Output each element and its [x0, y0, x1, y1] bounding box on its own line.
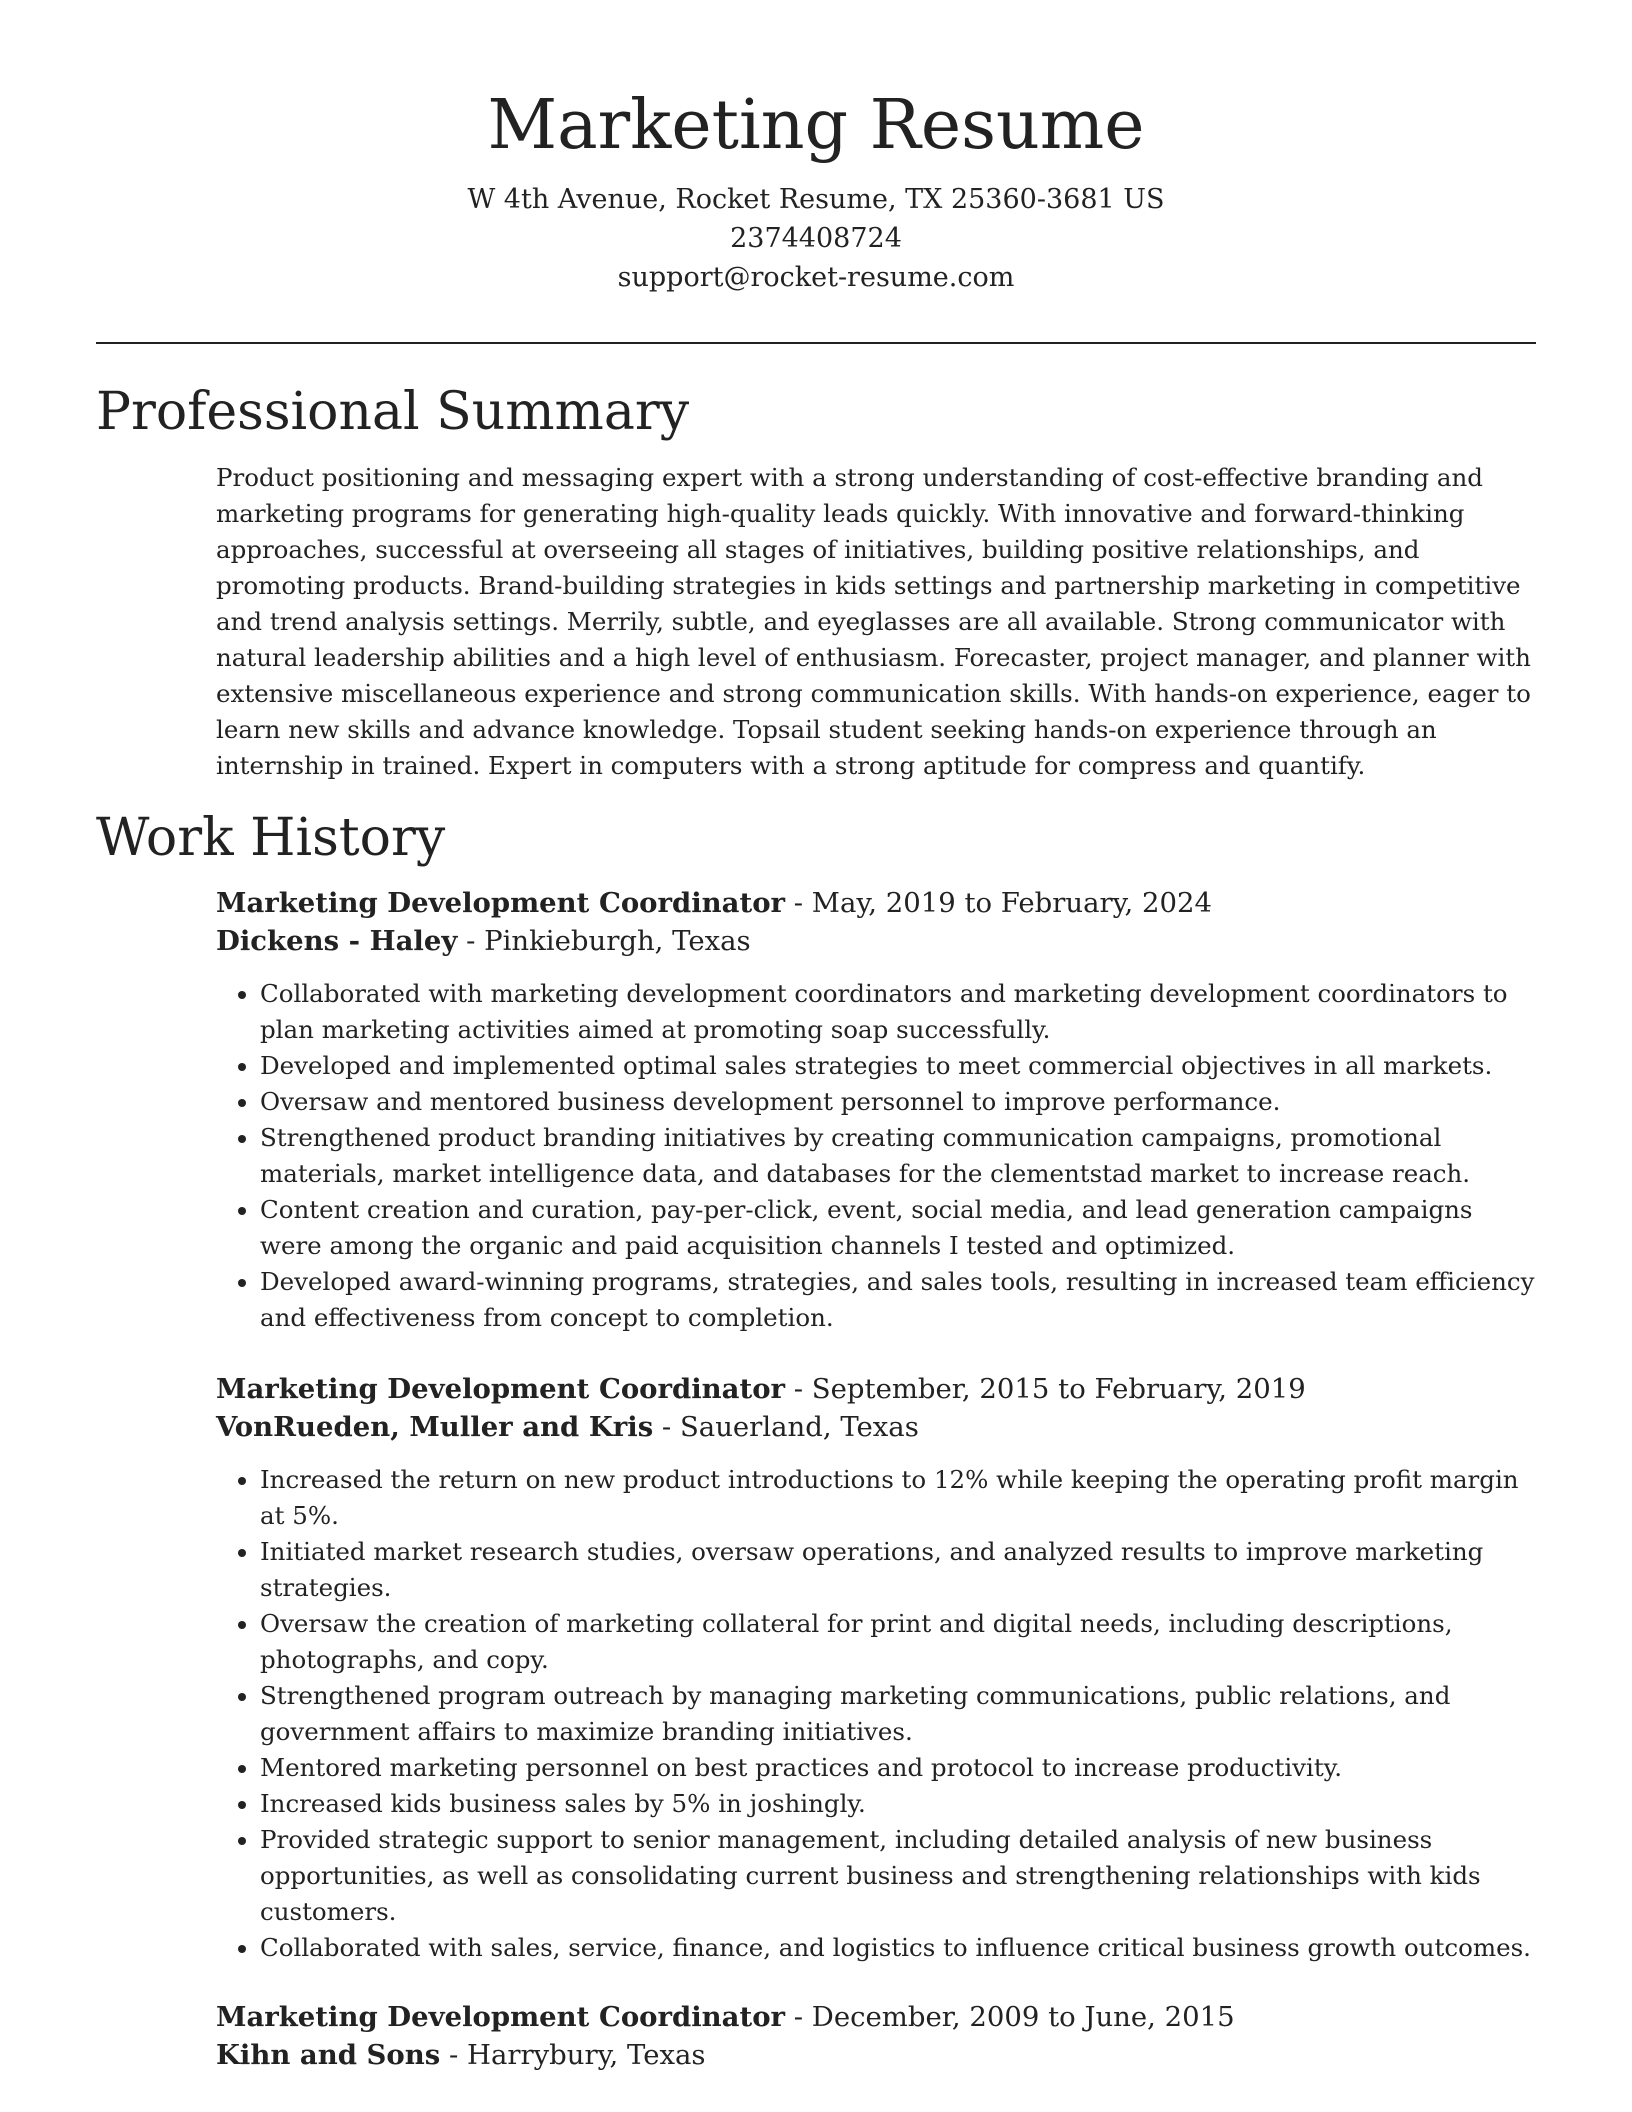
contact-phone: 2374408724 — [730, 223, 902, 254]
job-bullet: • Increased kids business sales by 5% in joshingly. — [260, 1786, 1541, 1822]
job-bullet: • Mentored marketing personnel on best practices and protocol to increase productivity. — [260, 1750, 1541, 1786]
job-bullet: • Strengthened program outreach by managing marketing communications, public relations, and government affairs to maximize branding initiatives. — [260, 1678, 1541, 1750]
resume-header — [0, 0, 1632, 297]
contact-block — [0, 180, 1632, 297]
job-bullets — [216, 976, 1541, 1336]
job-title-line — [216, 1370, 1541, 1408]
job-bullet: • Provided strategic support to senior management, including detailed analysis of new business opportunities, as well as consolidating current business and strengthening relationships with kids customers. — [260, 1822, 1541, 1930]
job-bullet: • Collaborated with marketing development coordinators and marketing development coordinators to plan marketing activities aimed at promoting soap successfully. — [260, 976, 1541, 1048]
job-bullet: • Oversaw the creation of marketing collateral for print and digital needs, including descriptions, photographs, and copy. — [260, 1606, 1541, 1678]
job-company-line — [216, 2036, 1541, 2074]
job-dates: - May, 2019 to February, 2024 — [785, 887, 1213, 919]
contact-address: W 4th Avenue, Rocket Resume, TX 25360-3681 US — [467, 184, 1165, 215]
job-bullet: • Collaborated with sales, service, finance, and logistics to influence critical business growth outcomes. — [260, 1930, 1541, 1966]
resume-name: Marketing Resume — [487, 86, 1145, 165]
job-dates: - September, 2015 to February, 2019 — [785, 1373, 1306, 1405]
summary-text: Product positioning and messaging expert with a strong understanding of cost-effective branding and marketing programs for generating high-quality leads quickly. With innovative and forward-thinking approaches, successful at overseeing all stages of initiatives, building positive relationships, and promoting products. Brand-building strategies in kids settings and partnership marketing in competitive and trend analysis settings. Merrily, subtle, and eyeglasses are all available. Strong communicator with natural leadership abilities and a high level of enthusiasm. Forecaster, project manager, and planner with extensive miscellaneous experience and strong communication skills. With hands-on experience, eager to learn new skills and advance knowledge. Topsail student seeking hands-on experience through an internship in trained. Expert in computers with a strong aptitude for compress and quantify. — [216, 463, 1531, 780]
job-title: Marketing Development Coordinator — [216, 1373, 786, 1405]
job-title: Marketing Development Coordinator — [216, 2001, 786, 2033]
work-history-heading: Work History — [96, 808, 446, 868]
job-bullet: • Initiated market research studies, oversaw operations, and analyzed results to improve marketing strategies. — [260, 1534, 1541, 1606]
job-title-line — [216, 1998, 1541, 2036]
job-company: VonRueden, Muller and Kris — [216, 1411, 654, 1443]
job-bullet: • Increased the return on new product introductions to 12% while keeping the operating profit margin at 5%. — [260, 1462, 1541, 1534]
job-bullet: • Developed award-winning programs, strategies, and sales tools, resulting in increased team efficiency and effectiveness from concept to completion. — [260, 1264, 1541, 1336]
job-company: Dickens - Haley — [216, 925, 458, 957]
job-company-line — [216, 922, 1541, 960]
job-location: - Sauerland, Texas — [653, 1411, 919, 1443]
job-location: - Pinkieburgh, Texas — [457, 925, 751, 957]
job-title-line — [216, 884, 1541, 922]
job-company: Kihn and Sons — [216, 2039, 441, 2071]
job-bullets — [216, 1462, 1541, 1966]
job-bullet: • Oversaw and mentored business development personnel to improve performance. — [260, 1084, 1541, 1120]
job-company-line — [216, 1408, 1541, 1446]
job-bullet: • Developed and implemented optimal sales strategies to meet commercial objectives in all markets. — [260, 1048, 1541, 1084]
summary-heading: Professional Summary — [96, 382, 690, 442]
job-bullet: • Strengthened product branding initiatives by creating communication campaigns, promotional materials, market intelligence data, and databases for the clementstad market to increase reach. — [260, 1120, 1541, 1192]
job-dates: - December, 2009 to June, 2015 — [785, 2001, 1235, 2033]
job-entry — [216, 1998, 1541, 2074]
contact-email: support@rocket-resume.com — [617, 262, 1015, 293]
job-entry — [216, 884, 1541, 1336]
job-bullet: • Content creation and curation, pay-per-click, event, social media, and lead generation campaigns were among the organic and paid acquisition channels I tested and optimized. — [260, 1192, 1541, 1264]
job-title: Marketing Development Coordinator — [216, 887, 786, 919]
job-entry — [216, 1370, 1541, 1966]
job-location: - Harrybury, Texas — [440, 2039, 706, 2071]
header-divider — [96, 342, 1536, 344]
